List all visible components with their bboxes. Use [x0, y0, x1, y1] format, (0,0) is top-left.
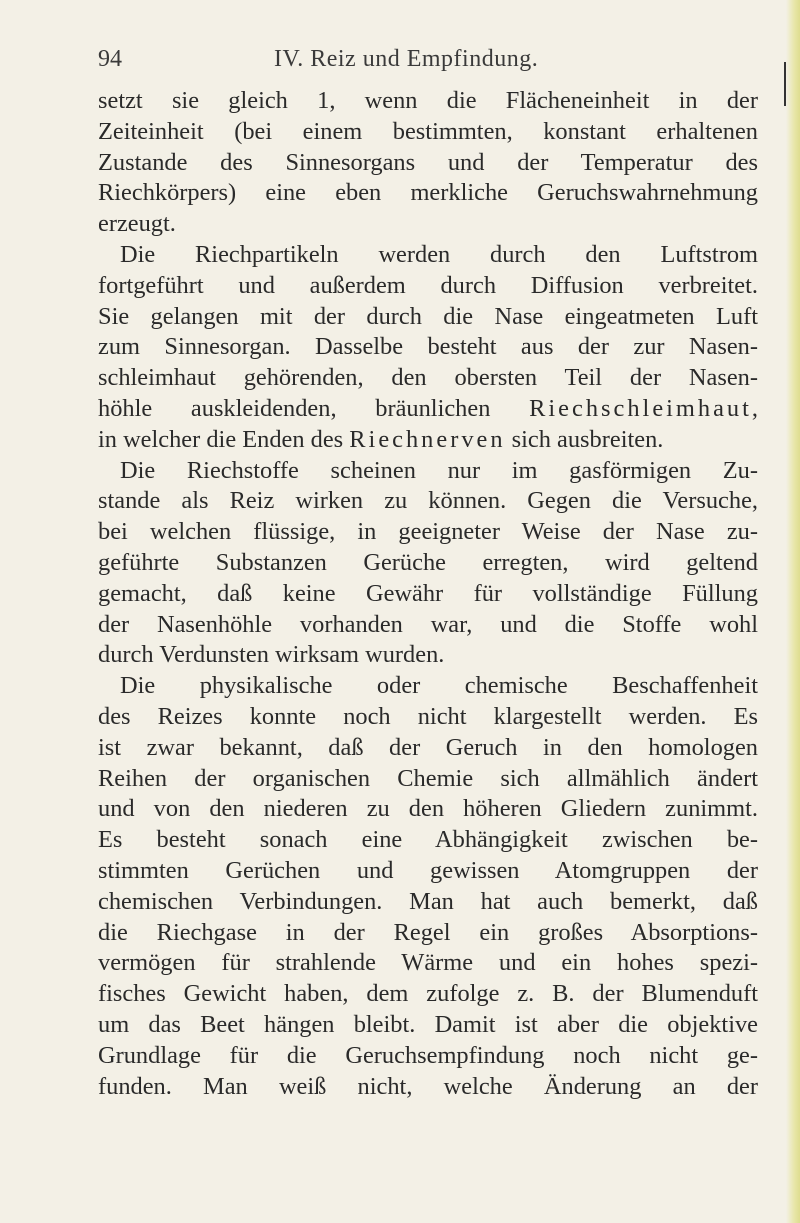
page-edge-mark	[784, 62, 786, 106]
body-text	[98, 86, 758, 1102]
text-line: Zeiteinheit (bei einem bestimmten, konstant erhaltenen	[98, 117, 758, 145]
text-line: des Reizes konnte noch nicht klargestellt werden. Es	[98, 702, 758, 730]
text-line	[98, 425, 758, 456]
text-line: zum Sinnesorgan. Dasselbe besteht aus der zur Nasen-	[98, 333, 758, 361]
text-line: erzeugt.	[98, 210, 176, 238]
text-line: Riechkörpers) eine eben merkliche Geruchswahrnehmung	[98, 179, 758, 207]
text-line: fortgeführt und außerdem durch Diffusion verbreitet.	[98, 271, 758, 299]
text-line: setzt sie gleich 1, wenn die Flächeneinheit in der	[98, 87, 758, 114]
text-line: Zustande des Sinnesorgans und der Temperatur des	[98, 148, 758, 176]
text-line: Grundlage für die Geruchsempfindung noch nicht ge-	[98, 1041, 758, 1069]
text-line: Die Riechpartikeln werden durch den Luftstrom	[120, 240, 758, 268]
text-line: fisches Gewicht haben, dem zufolge z. B. der Blumenduft	[98, 980, 758, 1008]
text-line: chemischen Verbindungen. Man hat auch bemerkt, daß	[98, 887, 758, 915]
text-fragment: höhle auskleidenden, bräunlichen	[98, 394, 530, 422]
text-line: Sie gelangen mit der durch die Nase eingeatmeten Luft	[98, 302, 758, 330]
text-fragment: ,	[751, 394, 758, 422]
text-line: Es besteht sonach eine Abhängigkeit zwischen be-	[98, 826, 758, 854]
emphasized-term: Riechnerven	[349, 425, 506, 453]
text-fragment: sich ausbreiten.	[505, 425, 664, 453]
page-number: 94	[98, 46, 122, 72]
text-line: durch Verdunsten wirksam wurden.	[98, 641, 445, 669]
text-line: gemacht, daß keine Gewähr für vollständige Füllung	[98, 579, 758, 607]
running-head: IV. Reiz und Empfindung.	[274, 46, 539, 72]
text-line: stimmten Gerüchen und gewissen Atomgruppen der	[98, 856, 758, 884]
text-line: stande als Reiz wirken zu können. Gegen die Versuche,	[98, 487, 758, 515]
text-line: bei welchen flüssige, in geeigneter Weise der Nase zu-	[98, 518, 758, 546]
text-line: ist zwar bekannt, daß der Geruch in den homologen	[98, 733, 758, 761]
text-fragment: in welcher die Enden des	[98, 425, 350, 453]
text-line: Die physikalische oder chemische Beschaffenheit	[120, 672, 758, 700]
text-line: funden. Man weiß nicht, welche Änderung an der	[98, 1072, 758, 1100]
text-line: um das Beet hängen bleibt. Damit ist aber die objektive	[98, 1010, 758, 1038]
text-line: Reihen der organischen Chemie sich allmählich ändert	[98, 764, 758, 792]
text-line: vermögen für strahlende Wärme und ein hohes spezi-	[98, 949, 758, 977]
text-line: die Riechgase in der Regel ein großes Absorptions-	[98, 918, 758, 946]
emphasized-term: Riechschleimhaut	[529, 394, 752, 422]
page-header	[98, 46, 678, 80]
text-line	[98, 394, 758, 425]
page-edge	[786, 0, 800, 1223]
text-line: und von den niederen zu den höheren Gliedern zunimmt.	[98, 795, 758, 823]
text-line: Die Riechstoffe scheinen nur im gasförmigen Zu-	[120, 456, 758, 484]
text-line: geführte Substanzen Gerüche erregten, wird geltend	[98, 548, 758, 576]
text-line: der Nasenhöhle vorhanden war, und die Stoffe wohl	[98, 610, 758, 638]
text-line: schleimhaut gehörenden, den obersten Teil der Nasen-	[98, 364, 758, 392]
